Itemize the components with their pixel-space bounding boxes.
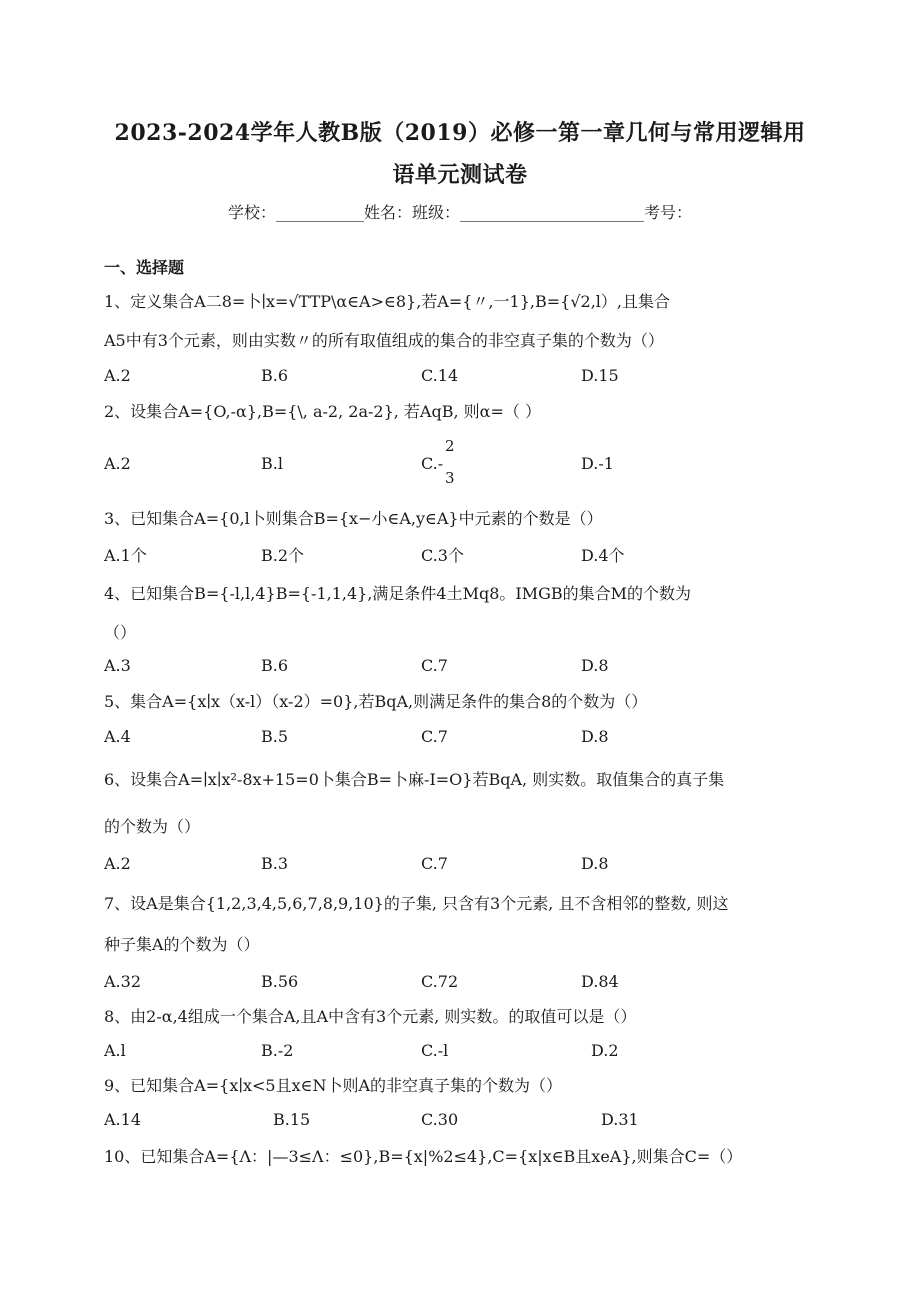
question-9-option-b: B.15 bbox=[273, 1110, 311, 1129]
question-7-line-2: 种子集A的个数为（） bbox=[104, 935, 260, 954]
question-8-line-1: 8、由2-α,4组成一个集合A,且A中含有3个元素, 则实数。的取值可以是（） bbox=[104, 1007, 637, 1026]
question-9-option-d: D.31 bbox=[601, 1110, 639, 1129]
question-2-option-a: A.2 bbox=[104, 454, 131, 473]
question-1-option-a: A.2 bbox=[104, 366, 131, 385]
question-2-fraction-numerator: 2 bbox=[445, 437, 455, 455]
question-9-line-1: 9、已知集合A={x∣x<5且x∈N卜则A的非空真子集的个数为（） bbox=[104, 1076, 563, 1095]
question-8-option-a: A.l bbox=[104, 1041, 126, 1060]
question-8-option-b: B.-2 bbox=[261, 1041, 294, 1060]
document-title-line-2: 语单元测试卷 bbox=[392, 162, 528, 188]
question-7-option-c: C.72 bbox=[421, 972, 459, 991]
question-5-option-d: D.8 bbox=[581, 727, 609, 746]
question-6-option-c: C.7 bbox=[421, 854, 448, 873]
question-6-line-1: 6、设集合A=∣x∣x²-8x+15=0卜集合B=卜麻-I=O}若BqA, 则实数。取值集合的真子集 bbox=[104, 770, 725, 789]
question-10-line-1: 10、已知集合A={Λ：|—3≤Λ：≤0},B={x|%2≤4},C={x|x∈B且xeA},则集合C=（） bbox=[104, 1147, 743, 1166]
question-5-option-b: B.5 bbox=[261, 727, 289, 746]
question-3-option-b: B.2个 bbox=[261, 546, 305, 565]
question-1-option-d: D.15 bbox=[581, 366, 619, 385]
question-5-option-a: A.4 bbox=[104, 727, 131, 746]
question-3-line-1: 3、已知集合A={0,l卜则集合B={x−小∈A,y∈A}中元素的个数是（） bbox=[104, 509, 603, 528]
question-6-option-a: A.2 bbox=[104, 854, 131, 873]
question-4-option-d: D.8 bbox=[581, 656, 609, 675]
question-7-line-1: 7、设A是集合{1,2,3,4,5,6,7,8,9,10}的子集, 只含有3个元素, 且不含相邻的整数, 则这 bbox=[104, 894, 729, 913]
question-6-line-2: 的个数为（） bbox=[104, 817, 201, 836]
question-2-option-c: C.- bbox=[421, 454, 444, 473]
question-6-option-d: D.8 bbox=[581, 854, 609, 873]
question-3-option-d: D.4个 bbox=[581, 546, 625, 565]
question-6-option-b: B.3 bbox=[261, 854, 289, 873]
question-2-fraction-denominator: 3 bbox=[445, 469, 455, 487]
question-8-option-c: C.-l bbox=[421, 1041, 449, 1060]
section-title: 一、选择题 bbox=[104, 258, 185, 277]
question-1-line-2: A5中有3个元素，则由实数〃的所有取值组成的集合的非空真子集的个数为（） bbox=[104, 331, 664, 350]
question-7-option-d: D.84 bbox=[581, 972, 619, 991]
question-9-option-a: A.14 bbox=[104, 1110, 141, 1129]
question-4-line-2: （） bbox=[104, 623, 137, 642]
question-4-option-c: C.7 bbox=[421, 656, 448, 675]
student-info-line: 学校：___________姓名：班级：_______________________考号： bbox=[227, 203, 692, 222]
question-7-option-a: A.32 bbox=[104, 972, 141, 991]
question-7-option-b: B.56 bbox=[261, 972, 299, 991]
question-2-option-d: D.-1 bbox=[581, 454, 614, 473]
question-1-option-b: B.6 bbox=[261, 366, 289, 385]
question-8-option-d: D.2 bbox=[591, 1041, 619, 1060]
question-3-option-c: C.3个 bbox=[421, 546, 464, 565]
question-4-line-1: 4、已知集合B={-l,l,4}B={-1,1,4},满足条件4土Mq8。IMGB的集合M的个数为 bbox=[104, 584, 692, 603]
question-5-option-c: C.7 bbox=[421, 727, 448, 746]
question-2-option-b: B.l bbox=[261, 454, 283, 473]
question-1-line-1: 1、定义集合A二8=卜∣x=√TTP\α∈A>∈8},若A={〃,一1},B={√2,l）,且集合 bbox=[104, 292, 670, 311]
question-2-line-1: 2、设集合A={O,-α},B={\, a-2, 2a-2}, 若AqB, 则α=（ ） bbox=[104, 402, 541, 421]
question-9-option-c: C.30 bbox=[421, 1110, 459, 1129]
question-4-option-b: B.6 bbox=[261, 656, 289, 675]
question-5-line-1: 5、集合A={x∣x（x-l）（x-2）=0},若BqA,则满足条件的集合8的个数为（） bbox=[104, 692, 648, 711]
document-title-line-1: 2023-2024学年人教B版（2019）必修一第一章几何与常用逻辑用 bbox=[114, 120, 806, 146]
question-3-option-a: A.1个 bbox=[104, 546, 147, 565]
question-1-option-c: C.14 bbox=[421, 366, 459, 385]
question-4-option-a: A.3 bbox=[104, 656, 131, 675]
